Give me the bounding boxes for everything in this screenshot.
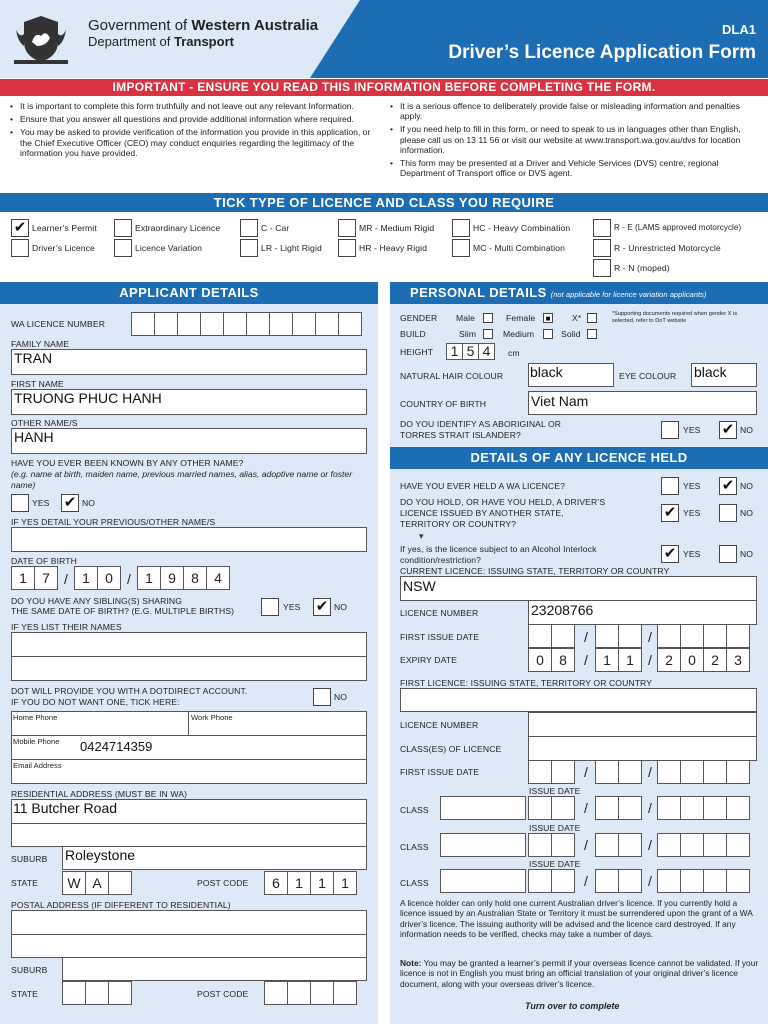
known-yes-checkbox[interactable] (11, 494, 29, 512)
sibling-no-label: NO (334, 602, 348, 612)
personal-bar (390, 282, 768, 304)
date-separator: / (648, 652, 652, 668)
home-phone-label: Home Phone (13, 713, 58, 722)
mobile-phone-value: 0424714359 (80, 739, 153, 754)
turn-over-text: Turn over to complete (525, 1001, 620, 1011)
arrow-down-icon: ▾ (419, 531, 424, 541)
interlock-yes-checkbox[interactable]: ✔ (661, 545, 679, 563)
drivers-licence-label: Driver’s Licence (32, 243, 95, 253)
list-item: • If you need help to fill in this form, or need to speak to us in languages other than English, please call us on 13 11 56 or visit our website at www.transport.wa.gov.au/dvs for location information. (390, 124, 758, 155)
previous-names-field[interactable] (11, 527, 367, 552)
dotdirect-no-checkbox[interactable] (313, 688, 331, 706)
aboriginal-question-1: DO YOU IDENTIFY AS ABORIGINAL OR (400, 419, 562, 429)
held-wa-yes-checkbox[interactable] (661, 477, 679, 495)
class-mc-label: MC - Multi Combination (473, 243, 565, 253)
crest-logo (10, 12, 72, 66)
list-item: • It is important to complete this form truthfully and not leave out any relevant Information. (10, 101, 375, 111)
applicant-bar: APPLICANT DETAILS (0, 282, 378, 304)
dotdirect-no-label: NO (334, 692, 348, 702)
first-issue-label: FIRST ISSUE DATE (400, 632, 480, 642)
class-re-label: R - E (LAMS approved motorcycle) (614, 223, 742, 232)
date-separator: / (584, 837, 588, 853)
height-field[interactable]: 1 5 4 (446, 343, 494, 360)
male-label: Male (456, 313, 476, 323)
personal-bar-note: (not applicable for licence variation applicants) (550, 290, 707, 299)
date-separator: / (127, 571, 131, 587)
dotdirect-text-2: IF YOU DO NOT WANT ONE, TICK HERE: (11, 697, 180, 707)
classes-label: CLASS(ES) OF LICENCE (400, 744, 502, 754)
residential-field-2[interactable] (11, 823, 367, 847)
classes-field[interactable] (528, 736, 757, 761)
licence-number-label: LICENCE NUMBER (400, 608, 479, 618)
dob-month[interactable]: 1 0 (74, 566, 120, 590)
form-title: Driver’s Licence Application Form (448, 42, 756, 63)
hair-colour-value: black (530, 364, 563, 380)
class-issue-year[interactable] (657, 833, 749, 857)
first-licence-field[interactable] (400, 688, 757, 712)
first-licence-number-label: LICENCE NUMBER (400, 720, 479, 730)
held-wa-no-checkbox[interactable]: ✔ (719, 477, 737, 495)
important-banner: IMPORTANT - ENSURE YOU READ THIS INFORMATION BEFORE COMPLETING THE FORM. (0, 79, 768, 96)
personal-bar-title: PERSONAL DETAILS (410, 285, 547, 300)
class-issue-year[interactable] (657, 869, 749, 893)
class-re-checkbox[interactable] (593, 219, 611, 237)
date-separator: / (648, 800, 652, 816)
date-separator: / (584, 764, 588, 780)
expiry-month[interactable]: 1 1 (595, 648, 641, 672)
current-licence-field[interactable] (400, 576, 757, 601)
licence-held-bar: DETAILS OF ANY LICENCE HELD (390, 447, 768, 469)
overseas-note (400, 958, 760, 989)
country-of-birth-value: Viet Nam (531, 393, 589, 409)
expiry-day[interactable]: 0 8 (528, 648, 574, 672)
date-separator: / (584, 873, 588, 889)
form-code: DLA1 (722, 22, 756, 37)
eye-colour-label: EYE COLOUR (619, 371, 677, 381)
date-separator: / (648, 629, 652, 645)
sibling-question-1: DO YOU HAVE ANY SIBLING(S) SHARING (11, 596, 183, 606)
held-other-no-label: NO (740, 508, 754, 518)
slim-checkbox[interactable] (483, 329, 493, 339)
male-checkbox[interactable] (483, 313, 493, 323)
issue-date-caption: ISSUE DATE (529, 786, 581, 796)
important-right-list (390, 101, 758, 181)
dob-year[interactable]: 1 9 8 4 (137, 566, 229, 590)
surrender-note: A licence holder can only hold one current Australian driver’s licence. If you currently hold a licence issued by an Australian State or Territory it must be surrendered upon the grant of a WA driver’s licence. The issuing authority will be advised and the licence card destroyed. If any information needs to be verified, checks may take a number of days. (400, 898, 753, 940)
dept-title: Department of Transport (88, 34, 234, 49)
note-prefix: Note: (400, 958, 422, 968)
postal-state-field[interactable] (62, 981, 131, 1005)
held-wa-no-label: NO (740, 481, 754, 491)
list-item: • Ensure that you answer all questions and provide additional information where required. (10, 114, 375, 124)
note-text: You may be granted a learner’s permit if your overseas licence cannot be validated. If your licence is not in English you must bring an official translation of your original driver’s licence document, along with your overseas driver’s licence. (400, 958, 759, 989)
build-label: BUILD (400, 329, 426, 339)
mobile-phone-field[interactable] (11, 735, 367, 760)
licence-type-bar: TICK TYPE OF LICENCE AND CLASS YOU REQUIRE (0, 193, 768, 212)
class-issue-month[interactable] (595, 833, 641, 857)
class-label: CLASS (400, 842, 429, 852)
first-licence-issue-day[interactable] (528, 760, 574, 784)
wa-licence-label: WA LICENCE NUMBER (11, 319, 106, 329)
issue-date-caption: ISSUE DATE (529, 859, 581, 869)
date-separator: / (648, 873, 652, 889)
date-separator: / (584, 800, 588, 816)
known-other-name-example: (e.g. name at birth, maiden name, previous married names, alias, adoptive name or foster name) (11, 469, 353, 490)
first-licence-issue-label: FIRST ISSUE DATE (400, 767, 480, 777)
class-field[interactable] (440, 869, 526, 893)
current-licence-label: CURRENT LICENCE: ISSUING STATE, TERRITORY OR COUNTRY (400, 566, 670, 576)
held-wa-yes-label: YES (683, 481, 701, 491)
class-issue-year[interactable] (657, 796, 749, 820)
gender-x-checkbox[interactable] (587, 313, 597, 323)
class-hc-label: HC - Heavy Combination (473, 223, 571, 233)
date-separator: / (64, 571, 68, 587)
email-label: Email Address (13, 761, 62, 770)
known-other-name-question: HAVE YOU EVER BEEN KNOWN BY ANY OTHER NAME? (11, 458, 244, 468)
date-separator: / (584, 652, 588, 668)
country-of-birth-label: COUNTRY OF BIRTH (400, 399, 487, 409)
state-field[interactable]: W A (62, 871, 131, 895)
female-checkbox[interactable]: ■ (543, 313, 553, 323)
class-mc-checkbox[interactable] (452, 239, 470, 257)
family-name-label: FAMILY NAME (11, 339, 70, 349)
family-name-field[interactable] (11, 349, 367, 375)
variation-checkbox[interactable] (114, 239, 132, 257)
gender-label: GENDER (400, 313, 438, 323)
class-issue-day[interactable] (528, 869, 574, 893)
issue-date-caption: ISSUE DATE (529, 823, 581, 833)
held-other-question-1: DO YOU HOLD, OR HAVE YOU HELD, A DRIVER’S (400, 497, 606, 507)
sibling-names-field-2[interactable] (11, 656, 367, 681)
class-field[interactable] (440, 796, 526, 820)
class-mr-checkbox[interactable] (338, 219, 356, 237)
postal-postcode-field[interactable] (264, 981, 356, 1005)
held-other-question-3: TERRITORY OR COUNTRY? (400, 519, 517, 529)
email-field[interactable] (11, 759, 367, 784)
other-names-label: OTHER NAME/S (11, 418, 78, 428)
mobile-phone-label: Mobile Phone (13, 737, 60, 746)
held-other-yes-checkbox[interactable]: ✔ (661, 504, 679, 522)
medium-checkbox[interactable] (543, 329, 553, 339)
known-yes-label: YES (32, 498, 50, 508)
sibling-no-checkbox[interactable]: ✔ (313, 598, 331, 616)
work-phone-label: Work Phone (191, 713, 233, 722)
hair-colour-label: NATURAL HAIR COLOUR (400, 371, 504, 381)
first-issue-day[interactable] (528, 624, 574, 648)
interlock-no-checkbox[interactable] (719, 545, 737, 563)
solid-checkbox[interactable] (587, 329, 597, 339)
slim-label: Slim (459, 329, 477, 339)
list-item: • You may be asked to provide verification of the information you provide in this application, or the Chief Executive Officer (CEO) may conduct enquiries regarding the legitimacy of the information you have provided. (10, 127, 375, 158)
dob-label: DATE OF BIRTH (11, 556, 77, 566)
suburb-value: Roleystone (65, 847, 136, 863)
class-hr-checkbox[interactable] (338, 239, 356, 257)
cm-label: cm (508, 348, 520, 358)
residential-label: RESIDENTIAL ADDRESS (MUST BE IN WA) (11, 789, 188, 799)
previous-names-label: IF YES DETAIL YOUR PREVIOUS/OTHER NAME/S (11, 517, 216, 527)
aboriginal-no-checkbox[interactable]: ✔ (719, 421, 737, 439)
eye-colour-value: black (694, 364, 727, 380)
postcode-field[interactable]: 6 1 1 1 (264, 871, 356, 895)
list-item: • This form may be presented at a Driver and Vehicle Services (DVS) centre, regional Department of Transport office or DVS agent. (390, 158, 758, 178)
sibling-yes-checkbox[interactable] (261, 598, 279, 616)
first-issue-year[interactable] (657, 624, 749, 648)
interlock-no-label: NO (740, 549, 754, 559)
postal-postcode-label: POST CODE (197, 989, 249, 999)
class-rn-label: R - N (moped) (614, 263, 670, 273)
first-issue-month[interactable] (595, 624, 641, 648)
class-mr-label: MR - Medium Rigid (359, 223, 435, 233)
held-wa-question: HAVE YOU EVER HELD A WA LICENCE? (400, 481, 565, 491)
date-separator: / (584, 629, 588, 645)
postal-suburb-field[interactable] (62, 957, 367, 981)
first-licence-label: FIRST LICENCE: ISSUING STATE, TERRITORY OR COUNTRY (400, 678, 653, 688)
other-names-field[interactable] (11, 428, 367, 454)
aboriginal-yes-checkbox[interactable] (661, 421, 679, 439)
class-hc-checkbox[interactable] (452, 219, 470, 237)
interlock-question-1: If yes, is the licence subject to an Alcohol Interlock (400, 544, 597, 554)
solid-label: Solid (561, 329, 581, 339)
aboriginal-yes-label: YES (683, 425, 701, 435)
first-licence-issue-year[interactable] (657, 760, 749, 784)
first-licence-issue-month[interactable] (595, 760, 641, 784)
date-separator: / (648, 837, 652, 853)
family-name-value: TRAN (14, 350, 53, 366)
important-left-list (10, 101, 375, 161)
interlock-yes-label: YES (683, 549, 701, 559)
postal-suburb-label: SUBURB (11, 965, 48, 975)
class-issue-month[interactable] (595, 869, 641, 893)
sibling-question-2: THE SAME DATE OF BIRTH? (E.G. MULTIPLE BIRTHS) (11, 606, 235, 616)
licence-number-value: 23208766 (531, 602, 594, 618)
class-lr-label: LR - Light Rigid (261, 243, 322, 253)
class-lr-checkbox[interactable] (240, 239, 258, 257)
class-r-checkbox[interactable] (593, 239, 611, 257)
class-rn-checkbox[interactable] (593, 259, 611, 277)
aboriginal-no-label: NO (740, 425, 754, 435)
expiry-year[interactable]: 2 0 2 3 (657, 648, 749, 672)
learners-permit-label: Learner’s Permit (32, 223, 97, 233)
variation-label: Licence Variation (135, 243, 202, 253)
suburb-label: SUBURB (11, 854, 48, 864)
postcode-label: POST CODE (197, 878, 249, 888)
held-other-yes-label: YES (683, 508, 701, 518)
postal-field-1[interactable] (11, 910, 367, 935)
class-hr-label: HR - Heavy Rigid (359, 243, 427, 253)
height-label: HEIGHT (400, 347, 434, 357)
residential-value: 11 Butcher Road (13, 800, 118, 816)
gender-x-label: X* (572, 313, 582, 323)
expiry-label: EXPIRY DATE (400, 655, 457, 665)
class-c-label: C - Car (261, 223, 290, 233)
class-label: CLASS (400, 878, 429, 888)
extraordinary-label: Extraordinary Licence (135, 223, 221, 233)
class-r-label: R - Unrestricted Motorcycle (614, 243, 721, 253)
medium-label: Medium (503, 329, 535, 339)
first-name-value: TRUONG PHUC HANH (14, 390, 162, 406)
class-c-checkbox[interactable] (240, 219, 258, 237)
postal-field-2[interactable] (11, 934, 367, 958)
known-no-checkbox[interactable]: ✔ (61, 494, 79, 512)
held-other-no-checkbox[interactable] (719, 504, 737, 522)
female-label: Female (506, 313, 536, 323)
gov-title: Government of Western Australia (88, 17, 319, 34)
first-name-label: FIRST NAME (11, 379, 64, 389)
wa-licence-input[interactable] (131, 312, 361, 336)
postal-label: POSTAL ADDRESS (IF DIFFERENT TO RESIDENTIAL) (11, 900, 231, 910)
sibling-names-label: IF YES LIST THEIR NAMES (11, 622, 122, 632)
other-names-value: HANH (14, 429, 54, 445)
class-issue-day[interactable] (528, 833, 574, 857)
sibling-yes-label: YES (283, 602, 301, 612)
known-no-label: NO (82, 498, 96, 508)
class-field[interactable] (440, 833, 526, 857)
class-issue-day[interactable] (528, 796, 574, 820)
dob-day[interactable]: 1 7 (11, 566, 57, 590)
postal-state-label: STATE (11, 989, 38, 999)
aboriginal-question-2: TORRES STRAIT ISLANDER? (400, 430, 521, 440)
learners-permit-checkbox[interactable]: ✔ (11, 219, 29, 237)
gender-note: *Supporting documents required when gender X is selected, refer to DoT website (612, 311, 738, 324)
interlock-question-2: condition/restriction? (400, 555, 482, 565)
dotdirect-text-1: DOT WILL PROVIDE YOU WITH A DOTDIRECT ACCOUNT. (11, 686, 248, 696)
list-item: • It is a serious offence to deliberately provide false or misleading information and penalties apply. (390, 101, 758, 121)
sibling-names-field-1[interactable] (11, 632, 367, 657)
extraordinary-checkbox[interactable] (114, 219, 132, 237)
class-issue-month[interactable] (595, 796, 641, 820)
held-other-question-2: LICENCE ISSUED BY ANOTHER STATE, (400, 508, 564, 518)
state-label: STATE (11, 878, 38, 888)
date-separator: / (648, 764, 652, 780)
first-licence-number-field[interactable] (528, 712, 757, 737)
current-licence-value: NSW (403, 578, 436, 594)
drivers-licence-checkbox[interactable] (11, 239, 29, 257)
class-label: CLASS (400, 805, 429, 815)
